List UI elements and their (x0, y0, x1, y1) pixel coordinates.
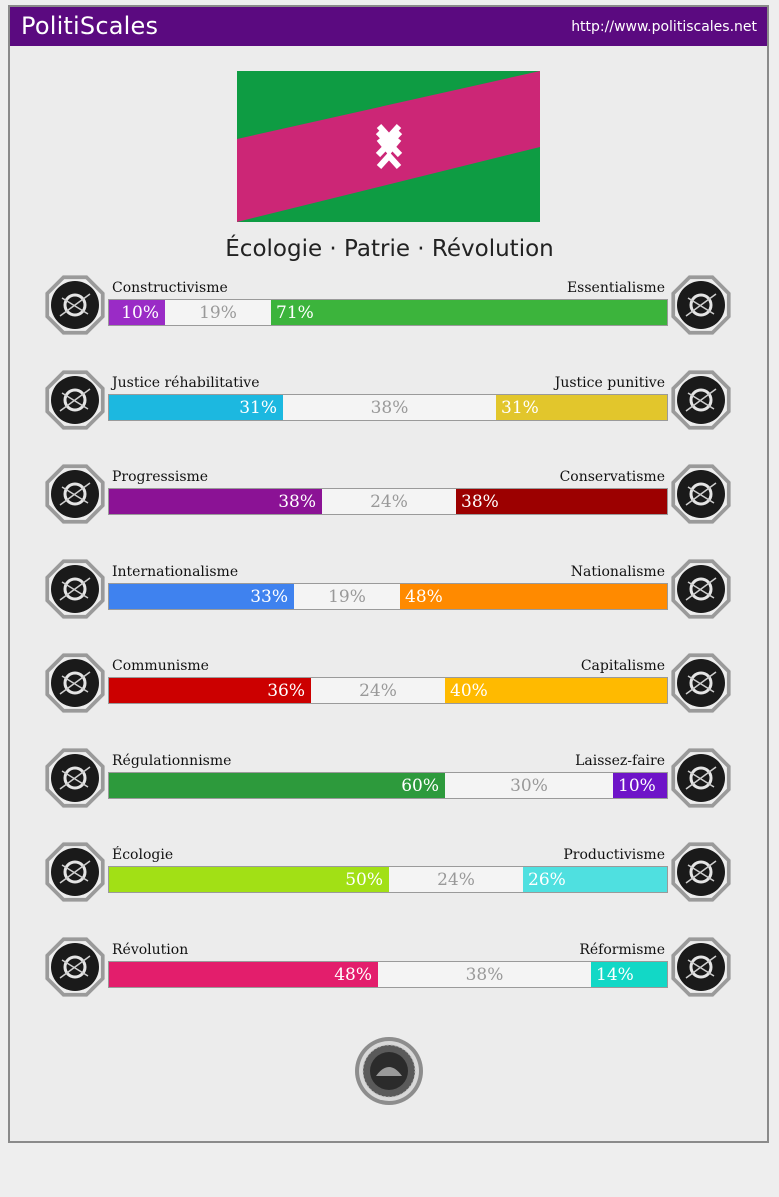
axis-neutral-value: 24% (389, 867, 523, 892)
axis-right-value: 38% (456, 489, 668, 514)
axis-neutral-value: 30% (445, 773, 613, 798)
axis-left-label: Progressisme (112, 469, 209, 485)
axis-row (0, 469, 779, 549)
axis-left-value: 36% (109, 678, 311, 703)
axis-left-label: Révolution (112, 941, 189, 958)
axis-right-label: Nationalisme (570, 563, 665, 580)
quill-icon (668, 461, 734, 527)
globe-icon (42, 556, 108, 622)
axis-left-value: 31% (109, 395, 283, 420)
axis-left-value: 10% (109, 300, 165, 325)
ideology-flag (237, 71, 540, 222)
axis-row (0, 280, 779, 360)
money-bag-icon (668, 650, 734, 716)
axis-bar (108, 583, 668, 610)
axis-row (0, 847, 779, 927)
axis-right-value: 71% (271, 300, 668, 325)
axis-row (0, 753, 779, 833)
site-url-link[interactable]: http://www.politiscales.net (571, 19, 757, 35)
axis-left-value: 50% (109, 867, 389, 892)
axis-right-label: Productivisme (563, 847, 665, 863)
axis-bar (108, 394, 668, 421)
butterfly-icon (668, 745, 734, 811)
prison-bars-icon (668, 367, 734, 433)
axis-bar (108, 299, 668, 326)
axis-left-label: Écologie (112, 847, 174, 863)
axis-bar (108, 488, 668, 515)
axis-left-label: Internationalisme (112, 563, 239, 580)
axis-right-value: 10% (613, 773, 668, 798)
axis-right-label: Réformisme (579, 941, 665, 958)
flower-icon (668, 272, 734, 338)
axis-neutral-value: 19% (165, 300, 271, 325)
plant-sun-icon (42, 839, 108, 905)
axis-right-label: Essentialisme (566, 280, 665, 296)
axis-right-value: 40% (445, 678, 668, 703)
axis-right-value: 31% (496, 395, 668, 420)
axis-neutral-value: 24% (322, 489, 456, 514)
axis-left-value: 38% (109, 489, 322, 514)
flag-icon (668, 556, 734, 622)
axis-row (0, 375, 779, 455)
eye-icon (42, 272, 108, 338)
axis-right-label: Justice punitive (554, 374, 665, 391)
axis-bar (108, 677, 668, 704)
axis-neutral-value: 19% (294, 584, 400, 609)
hammer-sickle-icon (42, 650, 108, 716)
axis-left-label: Justice réhabilitative (112, 374, 260, 391)
axis-right-value: 48% (400, 584, 668, 609)
axis-bar (108, 866, 668, 893)
axis-left-label: Communisme (112, 658, 209, 674)
feather-icon (42, 461, 108, 527)
axis-neutral-value: 38% (378, 962, 591, 987)
ballot-box-icon (668, 934, 734, 1000)
flag-motto: Écologie · Patrie · Révolution (225, 236, 554, 262)
axis-left-value: 48% (109, 962, 378, 987)
axis-right-label: Capitalisme (580, 658, 665, 674)
axis-row (0, 942, 779, 1022)
axis-right-label: Conservatisme (559, 469, 665, 485)
ruler-icon (42, 745, 108, 811)
axis-bar (108, 961, 668, 988)
axis-right-label: Laissez-faire (575, 752, 665, 769)
axis-left-value: 33% (109, 584, 294, 609)
axis-left-label: Constructivisme (112, 280, 228, 296)
handshake-icon (42, 367, 108, 433)
factory-gear-icon (668, 839, 734, 905)
axis-row (0, 564, 779, 644)
axis-left-value: 60% (109, 773, 445, 798)
axis-row (0, 658, 779, 738)
header-bar (10, 7, 767, 46)
axis-left-label: Régulationnisme (112, 752, 232, 769)
politiscales-seal-icon (354, 1036, 424, 1106)
axis-bar (108, 772, 668, 799)
fist-icon (42, 934, 108, 1000)
axis-right-value: 14% (591, 962, 668, 987)
axis-right-value: 26% (523, 867, 668, 892)
axis-neutral-value: 24% (311, 678, 445, 703)
axis-neutral-value: 38% (283, 395, 496, 420)
brand-title[interactable]: PolitiScales (21, 12, 159, 40)
